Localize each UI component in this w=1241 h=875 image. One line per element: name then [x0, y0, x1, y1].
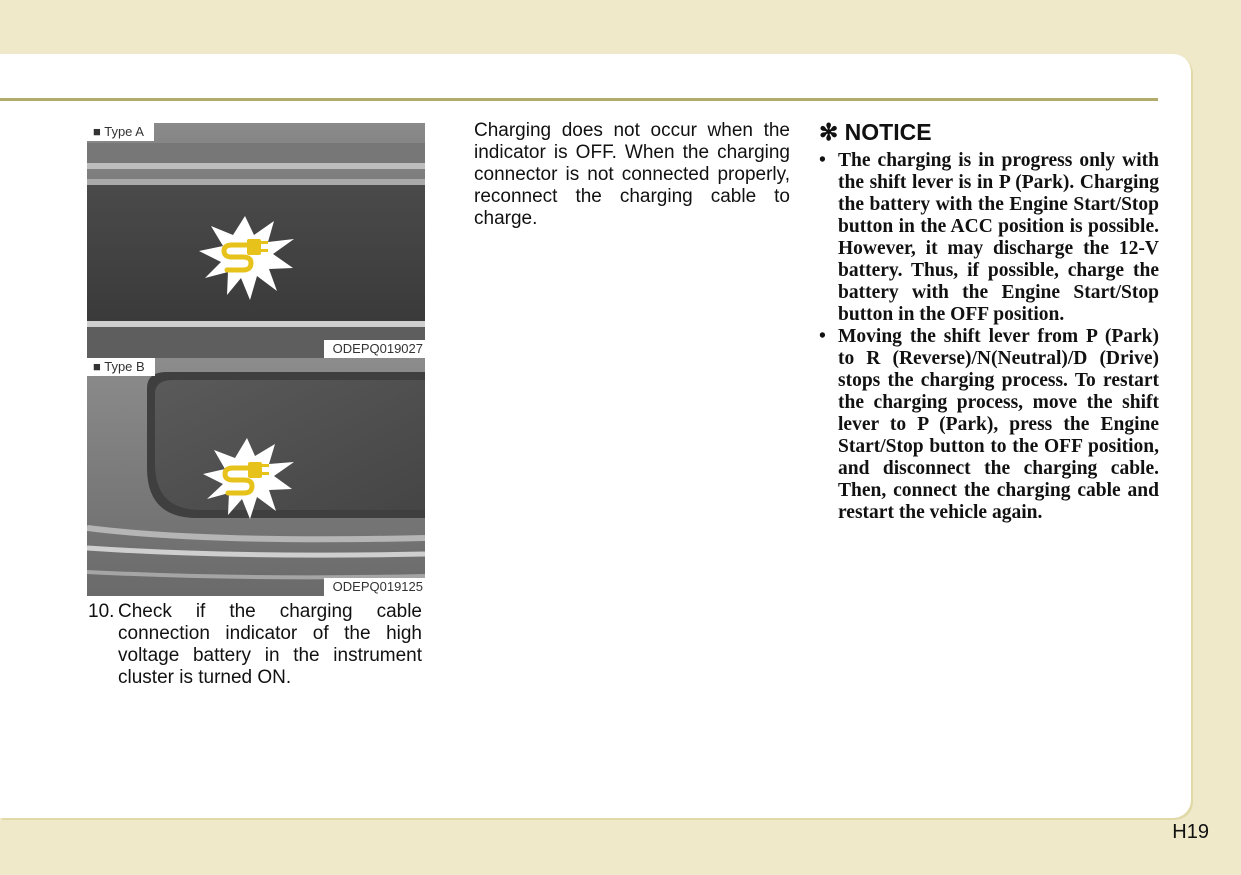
- bullet-icon: •: [819, 326, 826, 347]
- charging-off-paragraph: Charging does not occur when the indicator is OFF. When the charging connector is not connected properly, reconnect the charging cable to charge.: [474, 120, 790, 229]
- notice-item: [819, 326, 1159, 524]
- notice-symbol-icon: ✻: [819, 119, 839, 145]
- step-text: Check if the charging cable connection indicator of the high voltage battery in the instrument cluster is turned ON.: [118, 601, 422, 688]
- cluster-illustration-a: [87, 123, 425, 358]
- cluster-illustration-b: [87, 358, 425, 596]
- bullet-icon: •: [819, 150, 826, 171]
- notice-item-text: Moving the shift lever from P (Park) to R (Reverse)/N(Neutral)/D (Drive) stops the charging process. To restart the charging process, move the shift lever to P (Park), press the Engine Start/Stop button to the OFF position, and disconnect the charging cable. Then, connect the charging cable and restart the vehicle again.: [838, 326, 1159, 523]
- notice-heading: [819, 118, 1159, 146]
- figure-a-code: ODEPQ019027: [324, 340, 425, 358]
- notice-box: [819, 118, 1159, 524]
- step-10: [88, 601, 422, 689]
- step-number: 10.: [88, 601, 115, 622]
- type-a-label: ■ Type A: [87, 123, 154, 141]
- notice-title: NOTICE: [844, 119, 932, 145]
- figure-b-code: ODEPQ019125: [324, 578, 425, 596]
- figure-type-b: [87, 358, 425, 596]
- type-b-label: ■ Type B: [87, 358, 155, 376]
- notice-item: [819, 150, 1159, 326]
- page-number: H19: [1172, 821, 1209, 843]
- notice-item-text: The charging is in progress only with the shift lever is in P (Park). Charging the battery with the Engine Start/Stop button in the ACC position is possible. However, it may discharge the 12-V battery. Thus, if possible, charge the battery with the Engine Start/Stop button in the OFF position.: [838, 150, 1159, 325]
- figure-type-a: [87, 123, 425, 358]
- notice-list: [819, 150, 1159, 524]
- header-rule: [0, 98, 1158, 101]
